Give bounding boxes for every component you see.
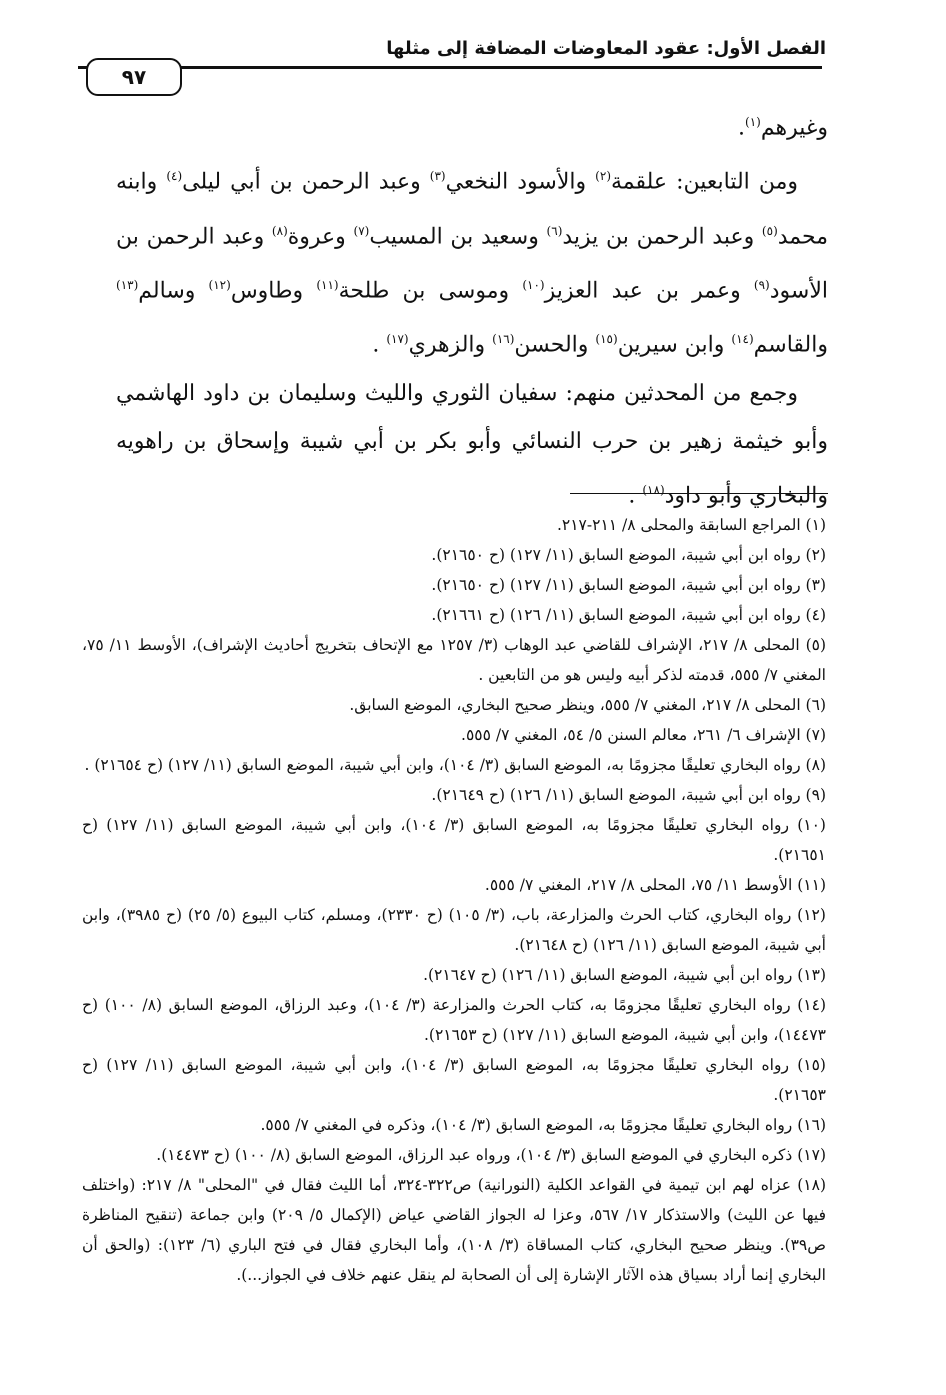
- paragraph-text: وجمع من المحدثين منهم: سفيان الثوري والليث وسليمان بن داود الهاشمي وأبو خيثمة زهير بن حرب النسائي وأبو بكر بن أبي شيبة وإسحاق بن راهويه والبخاري وأبو داود: [116, 380, 828, 508]
- footnote-ref: (٣): [429, 169, 446, 184]
- footnote-ref: (١٢): [208, 277, 231, 292]
- footnote-ref: (١٤): [731, 332, 754, 347]
- footnote-ref: (١٧): [386, 332, 409, 347]
- footnote-ref: (٢): [595, 169, 611, 184]
- paragraph-1: [116, 98, 828, 152]
- footnote-ref: (١٣): [116, 277, 139, 292]
- footnote-ref: (٤): [166, 169, 183, 184]
- footnote-8: (٨) رواه البخاري تعليقًا مجزومًا به، الموضع السابق (٣/ ١٠٤)، وابن أبي شيبة، الموضع السابق (١١/ ١٢٧) (ح ٢١٦٥٤) .: [84, 756, 826, 774]
- tabii-name: وعروة: [287, 223, 354, 249]
- tabii-name: والحسن: [514, 332, 596, 358]
- tabii-name: وابن سيرين: [617, 332, 732, 358]
- footnote-14: (١٤) رواه البخاري تعليقًا مجزومًا به، كتاب الحرث والمزارعة (٣/ ١٠٤)، وعبد الرزاق، الموضع السابق (٨/ ١٠٠) (ح ١٤٤٧٣)، وابن أبي شيبة، الموضع السابق (١١/ ١٢٧) (ح ٢١٦٥٣).: [82, 996, 826, 1044]
- tabii-name: والزهري: [408, 332, 493, 358]
- tabii-name: وسالم: [138, 278, 209, 304]
- footnote-ref: (٥): [761, 223, 778, 238]
- footnote-ref: (١١): [316, 277, 339, 292]
- footnote-ref: (١٥): [595, 332, 618, 347]
- footnote-1: (١) المراجع السابقة والمحلى ٨/ ٢١١-٢١٧.: [556, 516, 826, 534]
- punctuation: .: [628, 482, 643, 508]
- footnotes: [82, 510, 826, 1290]
- tabii-name: وابنه محمد: [116, 169, 829, 249]
- footnote-ref: (١٨): [642, 482, 665, 497]
- tabii-name: والقاسم: [753, 332, 828, 358]
- footnote-18: (١٨) عزاه لهم ابن تيمية في القواعد الكلية (النورانية) ص٣٢٢-٣٢٤، أما الليث فقال في "المحلى" ٨/ ٢١٧: (واختلف فيها عن الليث) والاستذكار ١٧/ ٥٦٧، وعزا له الجواز القاضي عياض (الإكمال ٥/ ٢٠٩) وابن جماعة (تنقيح المناظرة ص٣٩). وينظر صحيح البخاري، كتاب المساقاة (٣/ ١٠٨)، وأما البخاري فقال في فتح الباري (٦/ ١٢٣): (والحق أن البخاري إنما أراد بسياق هذه الآثار الإشارة إلى أن الصحابة لم ينقل عنهم خلاف في الجواز...).: [82, 1176, 827, 1284]
- tabii-name: وطاوس: [230, 278, 317, 304]
- page-number: ٩٧: [86, 58, 182, 96]
- punctuation: .: [738, 115, 746, 141]
- footnote-7: (٧) الإشراف ٦/ ٢٦١، معالم السنن ٥/ ٥٤، المغني ٧/ ٥٥٥.: [461, 726, 826, 744]
- footnote-ref: (٩): [753, 277, 770, 292]
- punctuation: .: [372, 332, 387, 358]
- tabii-name: وعبد الرحمن بن الأسود: [116, 223, 828, 304]
- running-title: الفصل الأول: عقود المعاوضات المضافة إلى مثلها: [386, 38, 826, 59]
- tabii-name: ومن التابعين: علقمة: [611, 169, 798, 195]
- footnote-2: (٢) رواه ابن أبي شيبة، الموضع السابق (١١/ ١٢٧) (ح ٢١٦٥٠).: [431, 546, 826, 564]
- tabii-name: وعبد الرحمن بن يزيد: [562, 223, 762, 249]
- footnote-3: (٣) رواه ابن أبي شيبة، الموضع السابق (١١/ ١٢٧) (ح ٢١٦٥٠).: [431, 576, 826, 594]
- footnote-separator: [570, 493, 828, 494]
- footnote-ref: (١): [745, 115, 761, 129]
- tabii-name: وعبد الرحمن بن أبي ليلى: [182, 169, 430, 195]
- footnote-ref: (٨): [271, 223, 288, 238]
- paragraph-text: وغيرهم: [760, 115, 828, 141]
- footnote-9: (٩) رواه ابن أبي شيبة، الموضع السابق (١١/ ١٢٦) (ح ٢١٦٤٩).: [431, 786, 826, 804]
- tabii-name: وعمر بن عبد العزيز: [544, 278, 754, 304]
- footnote-11: (١١) الأوسط ١١/ ٧٥، المحلى ٨/ ٢١٧، المغني ٧/ ٥٥٥.: [484, 876, 826, 894]
- footnote-15: (١٥) رواه البخاري تعليقًا مجزومًا به، الموضع السابق (٣/ ١٠٤)، وابن أبي شيبة، الموضع السابق (١١/ ١٢٧) (ح ٢١٦٥٣).: [82, 1056, 826, 1104]
- footnote-17: (١٧) ذكره البخاري في الموضع السابق (٣/ ١٠٤)، ورواه عبد الرزاق، الموضع السابق (٨/ ١٠٠) (ح ١٤٤٧٣).: [156, 1146, 826, 1164]
- body-text: [116, 98, 828, 520]
- footnote-6: (٦) المحلى ٨/ ٢١٧، المغني ٧/ ٥٥٥، وينظر صحيح البخاري، الموضع السابق.: [349, 696, 826, 714]
- footnote-12: (١٢) رواه البخاري، كتاب الحرث والمزارعة، باب، (٣/ ١٠٥) (ح ٢٣٣٠)، ومسلم، كتاب البيوع (٥/ ٢٥) (ح ٣٩٨٥)، وابن أبي شيبة، الموضع السابق (١١/ ١٢٦) (ح ٢١٦٤٨).: [82, 906, 826, 954]
- footnote-5: (٥) المحلى ٨/ ٢١٧، الإشراف للقاضي عبد الوهاب (٣/ ١٢٥٧ مع الإتحاف بتخريج أحاديث الإشراف)، الأوسط ١١/ ٧٥، المغني ٧/ ٥٥٥، قدمته لذكر أبيه وليس هو من التابعين .: [82, 636, 827, 684]
- footnote-4: (٤) رواه ابن أبي شيبة، الموضع السابق (١١/ ١٢٦) (ح ٢١٦٦١).: [431, 606, 826, 624]
- footnote-13: (١٣) رواه ابن أبي شيبة، الموضع السابق (١١/ ١٢٦) (ح ٢١٦٤٧).: [423, 966, 826, 984]
- tabii-name: وسعيد بن المسيب: [369, 223, 547, 249]
- footnote-10: (١٠) رواه البخاري تعليقًا مجزومًا به، الموضع السابق (٣/ ١٠٤)، وابن أبي شيبة، الموضع السابق (١١/ ١٢٧) (ح ٢١٦٥١).: [82, 816, 826, 864]
- header-rule: [78, 66, 822, 69]
- footnote-ref: (٧): [353, 223, 370, 238]
- footnote-ref: (١٠): [522, 277, 545, 292]
- tabii-name: والأسود النخعي: [445, 169, 596, 195]
- footnote-ref: (١٦): [492, 332, 515, 347]
- paragraph-2: [116, 152, 828, 369]
- paragraph-3: [116, 370, 828, 520]
- tabii-name: وموسى بن طلحة: [338, 278, 523, 304]
- footnote-ref: (٦): [546, 223, 563, 238]
- footnote-16: (١٦) رواه البخاري تعليقًا مجزومًا به، الموضع السابق (٣/ ١٠٤)، وذكره في المغني ٧/ ٥٥٥.: [260, 1116, 826, 1134]
